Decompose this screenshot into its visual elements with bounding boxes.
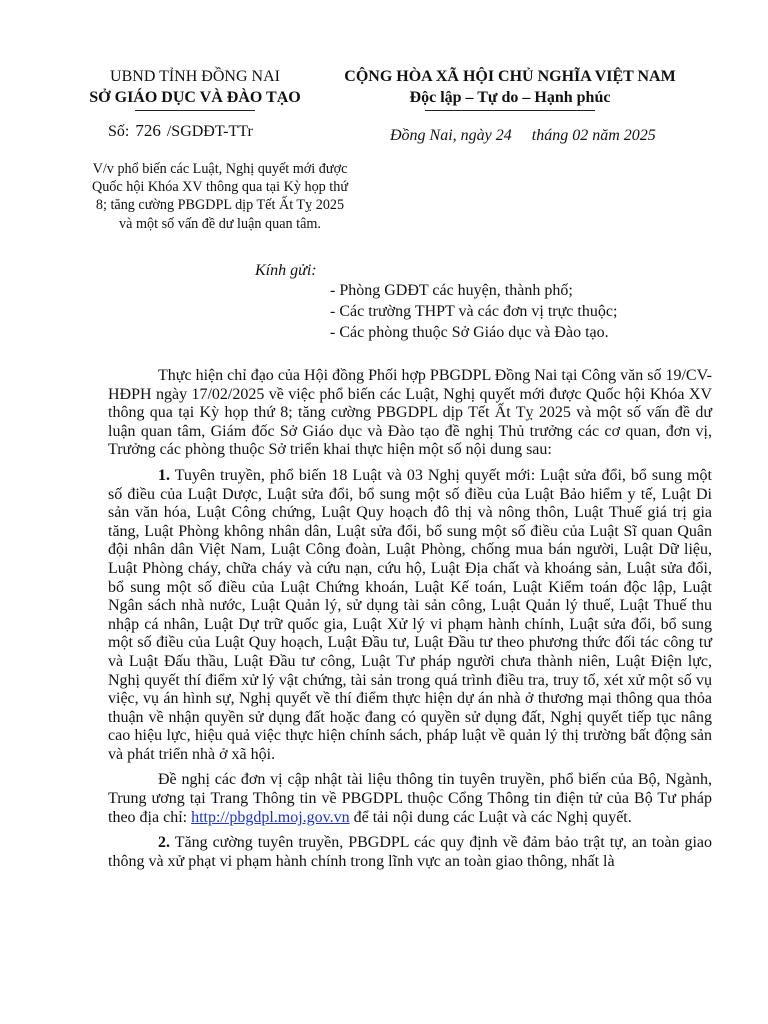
document-subject: V/v phổ biến các Luật, Nghị quyết mới được Quốc hội Khóa XV thông qua tại Kỳ họp thứ 8; tăng cường PBGDPL dịp Tết Ất Tỵ 2025 và một số vấn đề dư luận quan tâm. — [91, 161, 349, 232]
section-1-paragraph — [108, 467, 712, 765]
section-1-para2-pre: Đề nghị các đơn vị cập nhật tài liệu thông tin tuyên truyền, phổ biến của Bộ, Ngành, Trung ương tại Trang Thông tin về PBGDPL thuộc Cổng Thông tin điện tử của Bộ Tư pháp theo địa chỉ: — [108, 771, 712, 826]
recipients-label: Kính gửi: — [255, 262, 317, 279]
doc-no-label: Số: — [108, 123, 130, 140]
recipient-item: - Các trường THPT và các đơn vị trực thuộc; — [330, 303, 618, 320]
moj-link[interactable]: http://pbgdpl.moj.gov.vn — [191, 808, 350, 826]
section-1-number: 1. — [158, 466, 170, 484]
section-1-para2-post: để tải nội dung các Luật và các Nghị quyết. — [349, 808, 632, 826]
date-suffix: tháng 02 năm 2025 — [531, 127, 656, 144]
motto-underline — [425, 110, 595, 111]
doc-no-value: 726 — [135, 121, 161, 140]
nation-line-1: CỘNG HÒA XÃ HỘI CHỦ NGHĨA VIỆT NAM — [344, 68, 676, 85]
date-prefix: Đồng Nai, ngày 24 — [390, 127, 512, 144]
section-2-paragraph — [108, 834, 712, 871]
agency-line-1: UBND TỈNH ĐỒNG NAI — [110, 68, 280, 85]
recipient-item: - Phòng GDĐT các huyện, thành phố; — [330, 282, 573, 299]
national-motto-block — [340, 66, 680, 111]
agency-underline — [135, 110, 255, 111]
nation-line-2: Độc lập – Tự do – Hạnh phúc — [409, 89, 611, 106]
section-1-paragraph-2 — [108, 771, 712, 827]
doc-no-suffix: /SGDĐT-TTr — [166, 123, 253, 140]
issuing-agency-block — [80, 66, 310, 111]
document-body — [108, 367, 712, 878]
intro-paragraph: Thực hiện chỉ đạo của Hội đồng Phối hợp PBGDPL Đồng Nai tại Công văn số 19/CV-HĐPH ngày 17/02/2025 về việc phổ biến các Luật, Nghị quyết mới được Quốc hội Khóa XV thông qua tại Kỳ họp thứ 8; tăng cường PBGDPL dịp Tết Ất Tỵ 2025 và một số vấn đề dư luận quan tâm, Giám đốc Sở Giáo dục và Đào tạo đề nghị Thủ trưởng các cơ quan, đơn vị, Trưởng các phòng thuộc Sở triển khai thực hiện một số nội dung sau: — [108, 367, 712, 459]
recipient-item: - Các phòng thuộc Sở Giáo dục và Đào tạo. — [330, 324, 609, 341]
agency-line-2: SỞ GIÁO DỤC VÀ ĐÀO TẠO — [89, 89, 301, 106]
date-line — [390, 127, 656, 145]
section-2-text: Tăng cường tuyên truyền, PBGDPL các quy định về đảm bảo trật tự, an toàn giao thông và xử phạt vi phạm hành chính trong lĩnh vực an toàn giao thông, nhất là — [108, 834, 712, 870]
document-number — [108, 121, 253, 142]
section-2-number: 2. — [158, 834, 170, 852]
recipients-list — [330, 280, 617, 343]
section-1-text: Tuyên truyền, phổ biến 18 Luật và 03 Nghị quyết mới: Luật sửa đổi, bổ sung một số điều của Luật Dược, Luật sửa đổi, bổ sung một số điều của Luật Bảo hiểm y tế, Luật Di sản văn hóa, Luật Công chứng, Luật Quy hoạch đô thị và nông thôn, Luật Thuế giá trị gia tăng, Luật Phòng không nhân dân, Luật sửa đổi, bổ sung một số điều của Luật Sĩ quan Quân đội nhân dân Việt Nam, Luật Công đoàn, Luật Phòng, chống mua bán người, Luật Dữ liệu, Luật Phòng cháy, chữa cháy và cứu nạn, cứu hộ, Luật Địa chất và khoáng sản, Luật sửa đổi, bổ sung một số điều của Luật Chứng khoán, Luật Kế toán, Luật Kiểm toán độc lập, Luật Ngân sách nhà nước, Luật Quản lý, sử dụng tài sản công, Luật Quản lý thuế, Luật Thuế thu nhập cá nhân, Luật Dự trữ quốc gia, Luật Xử lý vi phạm hành chính, Luật sửa đổi, bổ sung một số điều của Luật Quy hoạch, Luật Đầu tư, Luật Đầu tư theo phương thức đối tác công tư và Luật Đấu thầu, Luật Đầu tư công, Luật Tư pháp người chưa thành niên, Luật Điện lực, Nghị quyết thí điểm xử lý vật chứng, tài sản trong quá trình điều tra, truy tố, xét xử một số vụ việc, vụ án hình sự, Nghị quyết về thí điểm thực hiện dự án nhà ở thương mại thông qua thỏa thuận về nhận quyền sử dụng đất hoặc đang có quyền sử dụng đất, Nghị quyết tiếp tục nâng cao hiệu lực, hiệu quả việc thực hiện chính sách, pháp luật về quản lý thị trường bất động sản và phát triển nhà ở xã hội. — [108, 466, 712, 763]
